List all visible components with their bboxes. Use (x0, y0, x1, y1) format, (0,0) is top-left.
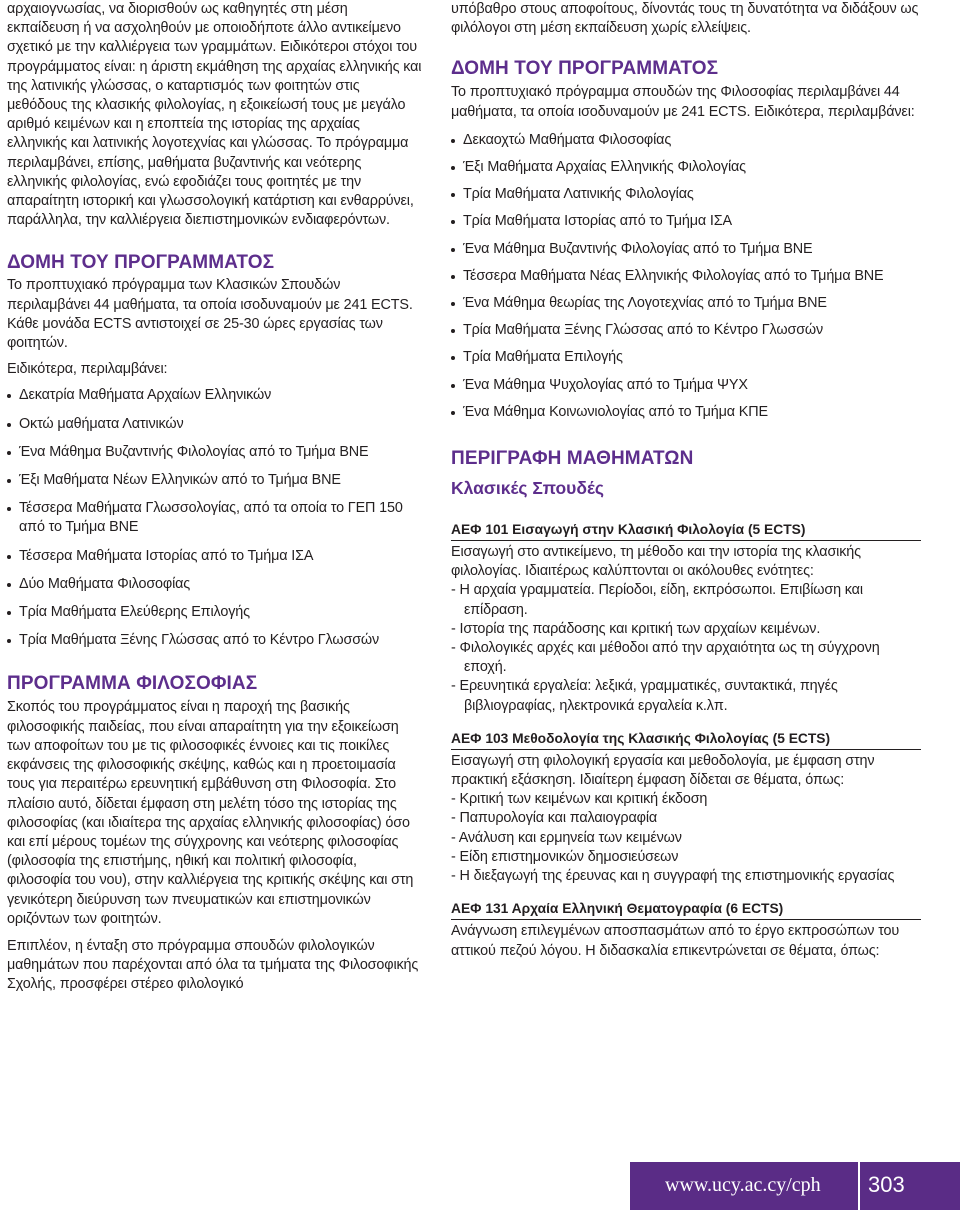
list-item: Τέσσερα Μαθήματα Ιστορίας από το Τμήμα ΙΣΑ (7, 547, 422, 566)
course-description: Εισαγωγή στη φιλολογική εργασία και μεθοδολογία, με έμφαση στην πρακτική εξάσκηση. Ιδιαίτερη έμφαση δίδεται σε θέματα, όπως: (451, 752, 875, 789)
list-item: Έξι Μαθήματα Νέων Ελληνικών από το Τμήμα ΒΝΕ (7, 471, 422, 490)
philosophy-course-list (451, 131, 921, 422)
list-item: Δεκαοχτώ Μαθήματα Φιλοσοφίας (451, 131, 921, 150)
list-item: Τέσσερα Μαθήματα Γλωσσολογίας, από τα οποία το ΓΕΠ 150 από το Τμήμα ΒΝΕ (7, 499, 422, 537)
list-item: - Ερευνητικά εργαλεία: λεξικά, γραμματικές, συντακτικά, πηγές βιβλιογραφίας, ηλεκτρονικά εργαλεία κ.λπ. (451, 678, 838, 714)
page-number: 303 (868, 1172, 905, 1197)
classics-course-list (7, 386, 422, 650)
list-item: Ένα Μάθημα Βυζαντινής Φιλολογίας από το Τμήμα ΒΝΕ (451, 240, 921, 259)
classics-structure-heading: ΔΟΜΗ ΤΟΥ ΠΡΟΓΡΑΜΜΑΤΟΣ (7, 252, 275, 274)
list-item: Ένα Μάθημα Βυζαντινής Φιλολογίας από το Τμήμα ΒΝΕ (7, 443, 422, 462)
list-item: Τρία Μαθήματα Λατινικής Φιλολογίας (451, 185, 921, 204)
course-entry (451, 899, 921, 960)
philosophy-program-text: Σκοπός του προγράμματος είναι η παροχή της βασικής φιλοσοφικής παιδείας, που είναι απαραίτητη για την εξοικείωση των αποφοίτων του με τις φιλοσοφικές έννοιες και τις ποικίλες εκφάνσεις της φιλοσοφικής σκέψης, καθώς και η προετοιμασία τους για περαιτέρω ερευνητική εμβάθυνση στη Φιλοσοφία. Στο πλαίσιο αυτό, δίδεται έμφαση στη μελέτη τόσο της ιστορίας της φιλοσοφίας (και ιδιαίτερα της αρχαίας ελληνικής φιλοσοφίας) όσο και επί μέρους τομέων της σύγχρονης και νεότερης φιλοσοφίας (φιλοσοφία της επιστήμης, ηθική και πολιτική φιλοσοφία, φιλοσοφία του νου), στην καλλιέργεια της κριτικής σκέψης και στη γενικότερη διεύρυνση των πνευματικών και επιστημονικών οριζόντων των φοιτητών. (7, 699, 414, 927)
philosophy-program-heading: ΠΡΟΓΡΑΜΜΑ ΦΙΛΟΣΟΦΙΑΣ (7, 673, 258, 695)
list-item: Τέσσερα Μαθήματα Νέας Ελληνικής Φιλολογίας από το Τμήμα ΒΝΕ (451, 267, 921, 286)
course-description-heading: ΠΕΡΙΓΡΑΦΗ ΜΑΘΗΜΑΤΩΝ (451, 448, 694, 470)
philosophy-structure-text: Το προπτυχιακό πρόγραμμα σπουδών της Φιλοσοφίας περιλαμβάνει 44 μαθήματα, τα οποία ισοδυναμούν με 241 ECTS. Ειδικότερα, περιλαμβάνει: (451, 84, 915, 120)
right-column (451, 0, 921, 961)
course-entry (451, 520, 921, 716)
left-column (7, 0, 422, 995)
list-item: - Φιλολογικές αρχές και μέθοδοι από την αρχαιότητα ως τη σύγχρονη εποχή. (451, 640, 880, 676)
course-topic-list (451, 790, 921, 886)
list-item: Δεκατρία Μαθήματα Αρχαίων Ελληνικών (7, 386, 422, 405)
classics-specifically-label: Ειδικότερα, περιλαμβάνει: (7, 361, 168, 378)
list-item: Έξι Μαθήματα Αρχαίας Ελληνικής Φιλολογίας (451, 158, 921, 177)
list-item: Οκτώ μαθήματα Λατινικών (7, 415, 422, 434)
list-item: - Ιστορία της παράδοσης και κριτική των αρχαίων κειμένων. (451, 620, 821, 637)
list-item: - Κριτική των κειμένων και κριτική έκδοση (451, 791, 708, 808)
course-description: Ανάγνωση επιλεγμένων αποσπασμάτων από το έργο εκπροσώπων του αττικού πεζού λόγου. Η διδασκαλία επικεντρώνεται σε θέματα, όπως: (451, 923, 900, 959)
philosophy-structure-heading: ΔΟΜΗ ΤΟΥ ΠΡΟΓΡΑΜΜΑΤΟΣ (451, 58, 719, 80)
philosophy-program-text-continued: Επιπλέον, η ένταξη στο πρόγραμμα σπουδών φιλολογικών μαθημάτων που παρέχονται από όλα τα τμήματα της Φιλοσοφικής Σχολής, προσφέρει στέρεο φιλολογικό (7, 937, 419, 993)
list-item: Τρία Μαθήματα Επιλογής (451, 348, 921, 367)
list-item: Ένα Μάθημα Ψυχολογίας από το Τμήμα ΨΥΧ (451, 376, 921, 395)
course-description: Εισαγωγή στο αντικείμενο, τη μέθοδο και την ιστορία της κλασικής φιλολογίας. Ιδιαιτέρως καλύπτονται οι ακόλουθες ενότητες: (451, 544, 861, 580)
classics-structure-text: Το προπτυχιακό πρόγραμμα των Κλασικών Σπουδών περιλαμβάνει 44 μαθήματα, τα οποία ισοδυναμούν με 241 ECTS. Κάθε μονάδα ECTS αντιστοιχεί σε 25-30 ώρες εργασίας των φοιτητών. (7, 277, 413, 352)
list-item: - Παπυρολογία και παλαιογραφία (451, 810, 658, 827)
list-item: - Η διεξαγωγή της έρευνας και η συγγραφή της επιστημονικής εργασίας (451, 868, 895, 885)
footer-divider (858, 1162, 860, 1210)
page-footer-band (630, 1162, 960, 1210)
course-title: ΑΕΦ 131 Αρχαία Ελληνική Θεματογραφία (6 ECTS) (451, 899, 921, 920)
course-title: ΑΕΦ 103 Μεθοδολογία της Κλασικής Φιλολογίας (5 ECTS) (451, 729, 921, 750)
list-item: - Είδη επιστημονικών δημοσιεύσεων (451, 848, 679, 865)
list-item: Ένα Μάθημα θεωρίας της Λογοτεχνίας από το Τμήμα ΒΝΕ (451, 294, 921, 313)
list-item: Τρία Μαθήματα Ξένης Γλώσσας από το Κέντρο Γλωσσών (7, 631, 422, 650)
list-item: Τρία Μαθήματα Ξένης Γλώσσας από το Κέντρο Γλωσσών (451, 321, 921, 340)
classics-intro-paragraph: αρχαιογνωσίας, να διορισθούν ως καθηγητές στη μέση εκπαίδευση ή να ασχοληθούν με οποιοδήποτε άλλο αντικείμενο σχετικό με την καλλιέργεια των γραμμάτων. Ειδικότεροι στόχοι του προγράμματος είναι: η άριστη εκμάθηση της αρχαίας ελληνικής και της λατινικής γλώσσας, ο καταρτισμός των φοιτητών στις μεθόδους της κλασικής φιλολογίας, η εξοικείωσή τους με μεγάλο αριθμό κειμένων και η εποπτεία της ιστορίας της αρχαίας ελληνικής και λατινικής λογοτεχνίας και γλώσσας. Το πρόγραμμα περιλαμβάνει, επίσης, μαθήματα βυζαντινής και νεότερης ελληνικής φιλολογίας, ενώ εφοδιάζει τους φοιτητές με την απαραίτητη ιστορική και γλωσσολογική κατάρτιση και ενθαρρύνει, παράλληλα, την καλλιέργεια διεπιστημονικών ενδιαφερόντων. (7, 1, 422, 229)
philosophy-intro-continuation: υπόβαθρο στους αποφοίτους, δίνοντάς τους τη δυνατότητα να διδάξουν ως φιλόλογοι στη μέση εκπαίδευση χωρίς ελλείψεις. (451, 1, 919, 37)
course-topic-list (451, 581, 921, 715)
list-item: Τρία Μαθήματα Ιστορίας από το Τμήμα ΙΣΑ (451, 212, 921, 231)
list-item: Δύο Μαθήματα Φιλοσοφίας (7, 575, 422, 594)
list-item: - Ανάλυση και ερμηνεία των κειμένων (451, 829, 682, 846)
list-item: Ένα Μάθημα Κοινωνιολογίας από το Τμήμα ΚΠΕ (451, 403, 921, 422)
list-item: - Η αρχαία γραμματεία. Περίοδοι, είδη, εκπρόσωποι. Επιβίωση και επίδραση. (451, 582, 863, 618)
course-title: ΑΕΦ 101 Εισαγωγή στην Κλασική Φιλολογία (5 ECTS) (451, 520, 921, 541)
course-entry (451, 729, 921, 886)
list-item: Τρία Μαθήματα Ελεύθερης Επιλογής (7, 603, 422, 622)
classics-subheading: Κλασικές Σπουδές (451, 478, 604, 499)
website-url: www.ucy.ac.cy/cph (665, 1174, 821, 1196)
